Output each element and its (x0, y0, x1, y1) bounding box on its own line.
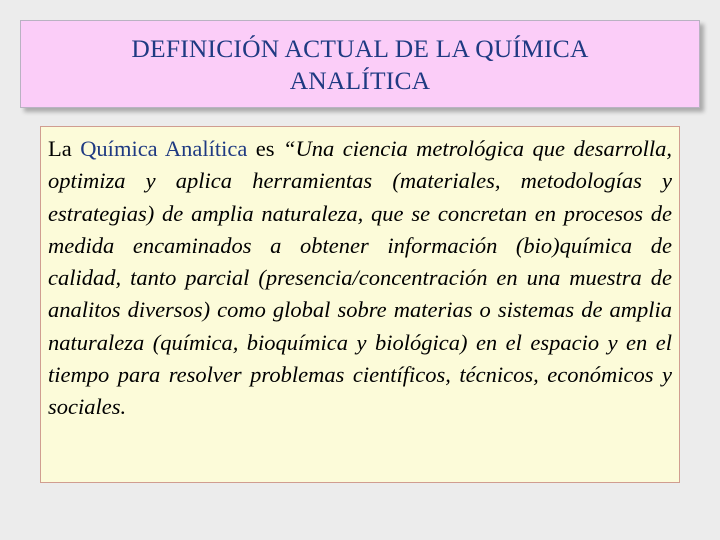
definition-box (40, 126, 680, 483)
page-title-line-1: DEFINICIÓN ACTUAL DE LA QUÍMICA (131, 34, 589, 63)
definition-prefix: La (48, 136, 81, 161)
definition-quote: “Una ciencia metrológica que desarrolla, optimiza y aplica herramientas (materiales, metodologías y estrategias) de amplia naturaleza, que se concretan en procesos de medida encaminados a obtener información (bio)química de calidad, tanto parcial (presencia/concentración en una muestra de analitos diversos) como global sobre materias o sistemas de amplia naturaleza (química, bioquímica y biológica) en el espacio y en el tiempo para resolver problemas científicos, técnicos, económicos y sociales. (48, 136, 672, 420)
title-box (20, 20, 700, 108)
highlighted-term: Química Analítica (80, 136, 248, 161)
page-title-line-2: ANALÍTICA (289, 66, 431, 95)
definition-paragraph (48, 133, 672, 424)
definition-connector: es (247, 136, 284, 161)
